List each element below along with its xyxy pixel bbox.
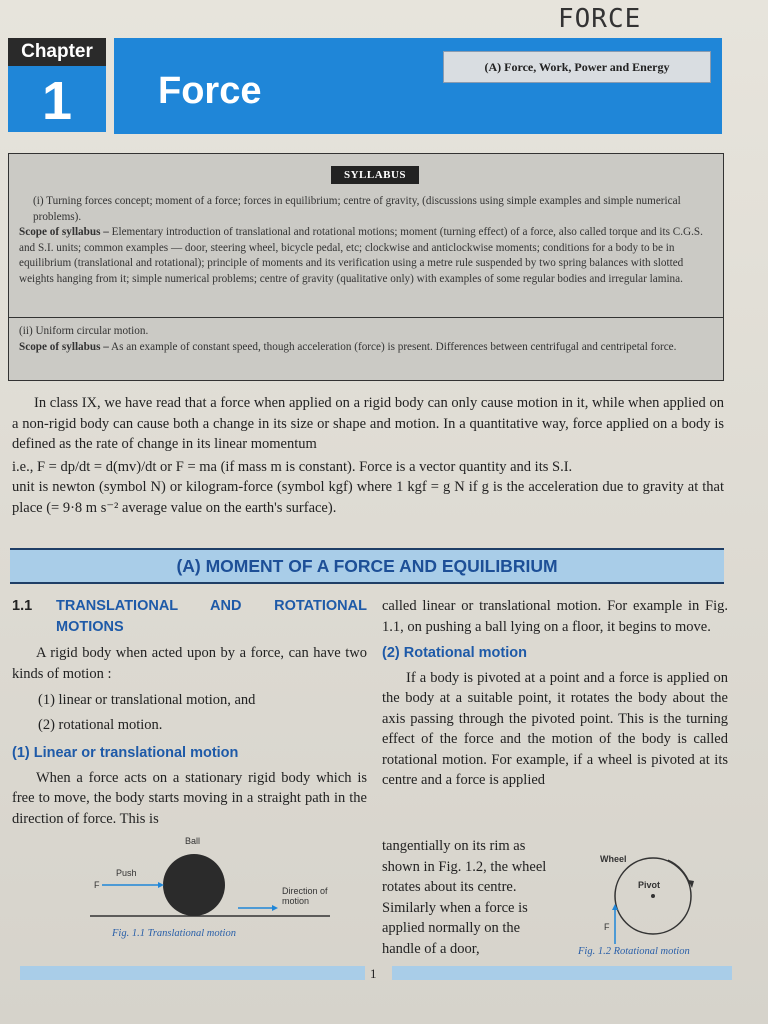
unit-label: (A) Force, Work, Power and Energy [443,51,711,83]
left-para-1: A rigid body when acted upon by a force, can have two kinds of motion : [12,645,367,682]
force-label-f2: F [604,922,610,932]
motion-list-item-1: (1) linear or translational motion, and [38,692,256,708]
page-number: 1 [370,966,377,981]
syllabus-heading: SYLLABUS [331,166,419,184]
motion-list-item-2: (2) rotational motion. [38,716,163,733]
direction-arrowhead [272,905,278,911]
section-title: TRANSLATIONAL AND ROTATIONAL MOTIONS [56,598,367,635]
syllabus-box [8,153,724,381]
pivot-label: Pivot [638,880,661,890]
figure-1-1 [60,830,370,945]
syllabus-scope-2 [19,340,713,356]
chapter-number: 1 [8,66,106,132]
syllabus-divider [9,317,723,318]
intro-line-3: unit is newton (symbol N) or kilogram-force (symbol kgf) where 1 kgf = g N if g is the acceleration due to gravity at that place (= 9·8 m s⁻² average value on the earth's surface). [12,479,724,516]
linear-motion-heading: (1) Linear or translational motion [12,745,239,761]
left-column [12,596,367,829]
right-para-1: called linear or translational motion. For example in Fig. 1.1, on pushing a ball lying on a floor, it begins to move. [382,598,728,635]
section-number: 1.1 [12,598,33,614]
handwritten-title: FORCE [558,4,642,34]
right-column [382,596,728,791]
right-para-3: tangentially on its rim as shown in Fig. 1.2, the wheel rotates about its centre. Similarly when a force is applied normally on the handle of a door, [382,838,547,957]
section-banner: (A) MOMENT OF A FORCE AND EQUILIBRIUM [10,548,724,584]
syllabus-item-1: (i) Turning forces concept; moment of a force; forces in equilibrium; centre of gravity, (discussions using simple examples and simple numerical problems). [33,195,681,223]
syllabus-item-2: (ii) Uniform circular motion. [19,325,149,337]
rotational-motion-diagram [568,848,738,958]
force-label-f: F [94,880,100,890]
chapter-title: Force [158,70,262,112]
intro-formula: i.e., F = dp/dt = d(mv)/dt or F = ma (if mass m is constant). Force is a vector quantity and its S.I. [12,458,573,475]
footer-bar-left [20,966,365,980]
right-para-2: If a body is pivoted at a point and a force is applied on the body at a suitable point, it rotates the body about the axis passing through the pivoted point. This is the turning effect of the force and the motion of the body is called rotational motion. For example, if a wheel is pivoted at its centre and a force is applied [382,669,728,788]
scope-label-1: Scope of syllabus – [19,226,109,238]
scope-label-2: Scope of syllabus – [19,340,109,353]
ball-shape [163,854,225,916]
fig-1-1-caption: Fig. 1.1 Translational motion [112,928,236,939]
figure-1-2 [568,848,738,963]
direction-label: Direction of motion [282,886,328,906]
rotational-motion-heading: (2) Rotational motion [382,645,527,661]
rotation-arrow [668,860,690,884]
intro-paragraph [12,393,724,518]
syllabus-part-2 [9,324,723,355]
wheel-label: Wheel [600,854,627,864]
footer-bar-right [392,966,732,980]
push-label: Push [116,868,137,878]
chapter-label: Chapter [8,38,106,66]
syllabus-scope-1 [19,225,713,287]
left-para-2: When a force acts on a stationary rigid body which is free to move, the body starts moving in a straight path in the direction of force. This is [12,769,367,827]
right-column-narrow [382,836,560,959]
syllabus-part-1 [9,194,723,287]
scope-text-2: As an example of constant speed, though acceleration (force) is present. Differences between centrifugal and centripetal force. [108,340,677,353]
pivot-point [651,894,655,898]
ball-label: Ball [185,836,201,846]
scope-text-1: Elementary introduction of translational and rotational motions; moment (turning effect) of a force, also called torque and its C.G.S. and S.I. units; common examples — door, steering wheel, bicycle pedal, etc; clockwise and anticlockwise moments; conditions for a body to be in equilibrium (translational and rotational); principle of moments and its verification using a metre rule suspended by two spring balances with slotted weights hanging from it; simple numerical problems; centre of gravity (qualitative only) with examples of some regular bodies and irregular lamina. [19,226,703,285]
section-heading-1-1 [12,596,367,637]
intro-line-1: In class IX, we have read that a force when applied on a rigid body can only cause motion in it, while when applied on a non-rigid body can cause both a change in its size or shape and motion. In a quantitative way, force applied on a body is defined as the rate of change in its linear momentum [12,395,724,452]
fig-1-2-caption: Fig. 1.2 Rotational motion [578,946,690,957]
